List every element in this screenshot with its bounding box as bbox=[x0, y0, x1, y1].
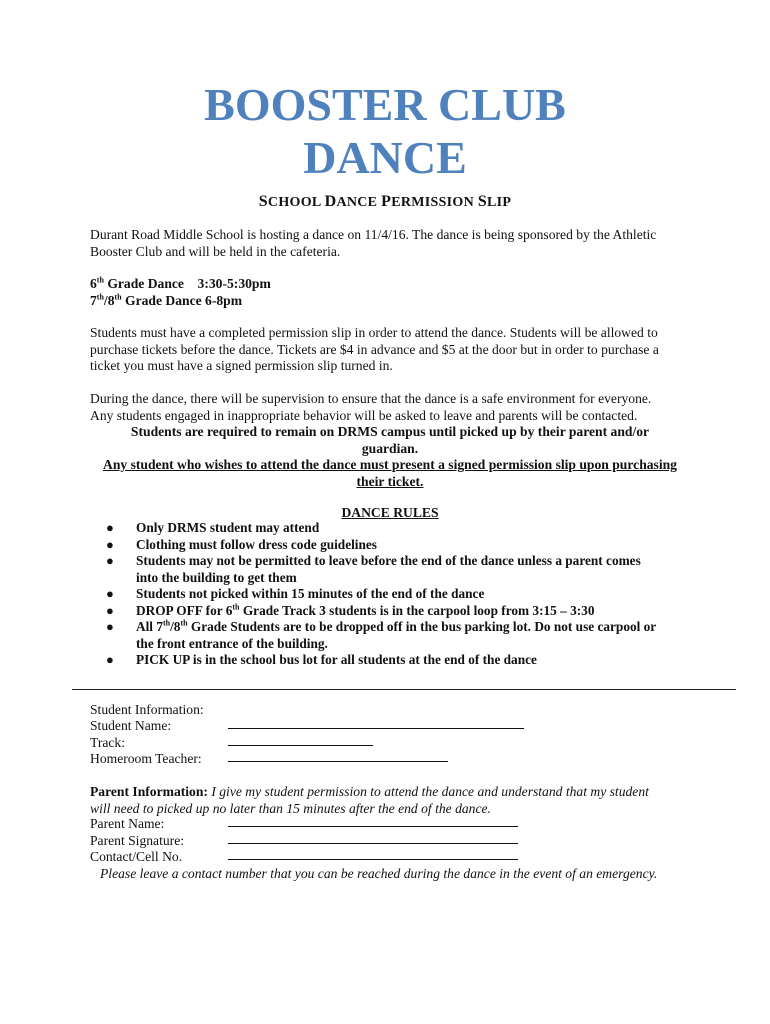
section-divider bbox=[72, 689, 736, 690]
title-line-1: BOOSTER CLUB bbox=[204, 79, 566, 130]
list-item: ● Students may not be permitted to leave before the end of the dance unless a parent comes into the building to get them bbox=[106, 553, 641, 585]
subtitle: SCHOOL DANCE PERMISSION SLIP bbox=[258, 193, 512, 210]
student-name-label: Student Name: bbox=[90, 718, 172, 733]
bullet-icon: ● bbox=[106, 619, 114, 634]
schedule bbox=[90, 276, 690, 309]
supervision-paragraph: During the dance, there will be supervision to ensure that the dance is a safe environment for everyone. Any students engaged in inappropriate behavior will be asked to leave and parents will be contacted. Students are required to remain on DRMS campus until picked up by their parent and/or guardian. Any student who wishes to attend the dance must present a signed permission slip upon purchasing their ticket. bbox=[90, 391, 690, 490]
list-item: ● Students not picked within 15 minutes of the end of the dance bbox=[106, 586, 485, 601]
bullet-icon: ● bbox=[106, 652, 114, 667]
emergency-note: Please leave a contact number that you can be reached during the dance in the event of an emergency. bbox=[100, 866, 658, 881]
list-item: ● Only DRMS student may attend bbox=[106, 520, 320, 535]
bullet-icon: ● bbox=[106, 602, 114, 618]
list-item: ● DROP OFF for 6th Grade Track 3 students is in the carpool loop from 3:15 – 3:30 bbox=[106, 602, 595, 618]
homeroom-teacher-label: Homeroom Teacher: bbox=[90, 751, 202, 766]
parent-name-label: Parent Name: bbox=[90, 816, 165, 831]
student-info-heading: Student Information: bbox=[90, 702, 204, 717]
bullet-icon: ● bbox=[106, 553, 114, 568]
permission-notice: Any student who wishes to attend the dance must present a signed permission slip upon purchasing bbox=[103, 457, 677, 472]
bullet-icon: ● bbox=[106, 586, 114, 601]
bullet-icon: ● bbox=[106, 536, 114, 552]
list-item: ● Clothing must follow dress code guidelines bbox=[106, 536, 377, 552]
list-item: ● PICK UP is in the school bus lot for all students at the end of the dance bbox=[106, 652, 537, 667]
bullet-icon: ● bbox=[106, 520, 114, 535]
parent-signature-label: Parent Signature: bbox=[90, 833, 185, 848]
campus-notice: Students are required to remain on DRMS campus until picked up by their parent and/or bbox=[130, 424, 650, 439]
homeroom-teacher-field[interactable] bbox=[228, 761, 448, 762]
parent-statement: Parent Information: I give my student permission to attend the dance and understand that my student will need to picked up no later than 15 minutes after the end of the dance. bbox=[90, 784, 649, 816]
intro-paragraph: Durant Road Middle School is hosting a dance on 11/4/16. The dance is being sponsored by the Athletic Booster Club and will be held in the cafeteria. bbox=[90, 227, 657, 259]
title-line-2: DANCE bbox=[303, 132, 467, 183]
tickets-paragraph: Students must have a completed permission slip in order to attend the dance. Students will be allowed to purchase tickets before the dance. Tickets are $4 in advance and $5 at the door but in order to purchase a ticket you must have a signed permission slip turned in. bbox=[90, 325, 659, 373]
track-field[interactable] bbox=[228, 745, 373, 746]
parent-signature-field[interactable] bbox=[228, 843, 518, 844]
list-item: ● All 7th/8th Grade Students are to be dropped off in the bus parking lot. Do not use carpool or the front entrance of the building. bbox=[106, 618, 657, 651]
grade78-schedule: 7th/8th Grade Dance 6-8pm bbox=[90, 291, 243, 308]
contact-label: Contact/Cell No. bbox=[90, 849, 183, 864]
parent-name-field[interactable] bbox=[228, 826, 518, 827]
grade6-schedule: 6th Grade Dance 3:30-5:30pm bbox=[90, 275, 271, 291]
student-name-field[interactable] bbox=[228, 728, 524, 729]
track-label: Track: bbox=[90, 735, 125, 750]
contact-field[interactable] bbox=[228, 859, 518, 860]
rules-list bbox=[106, 520, 696, 669]
rules-heading: DANCE RULES bbox=[341, 505, 439, 520]
